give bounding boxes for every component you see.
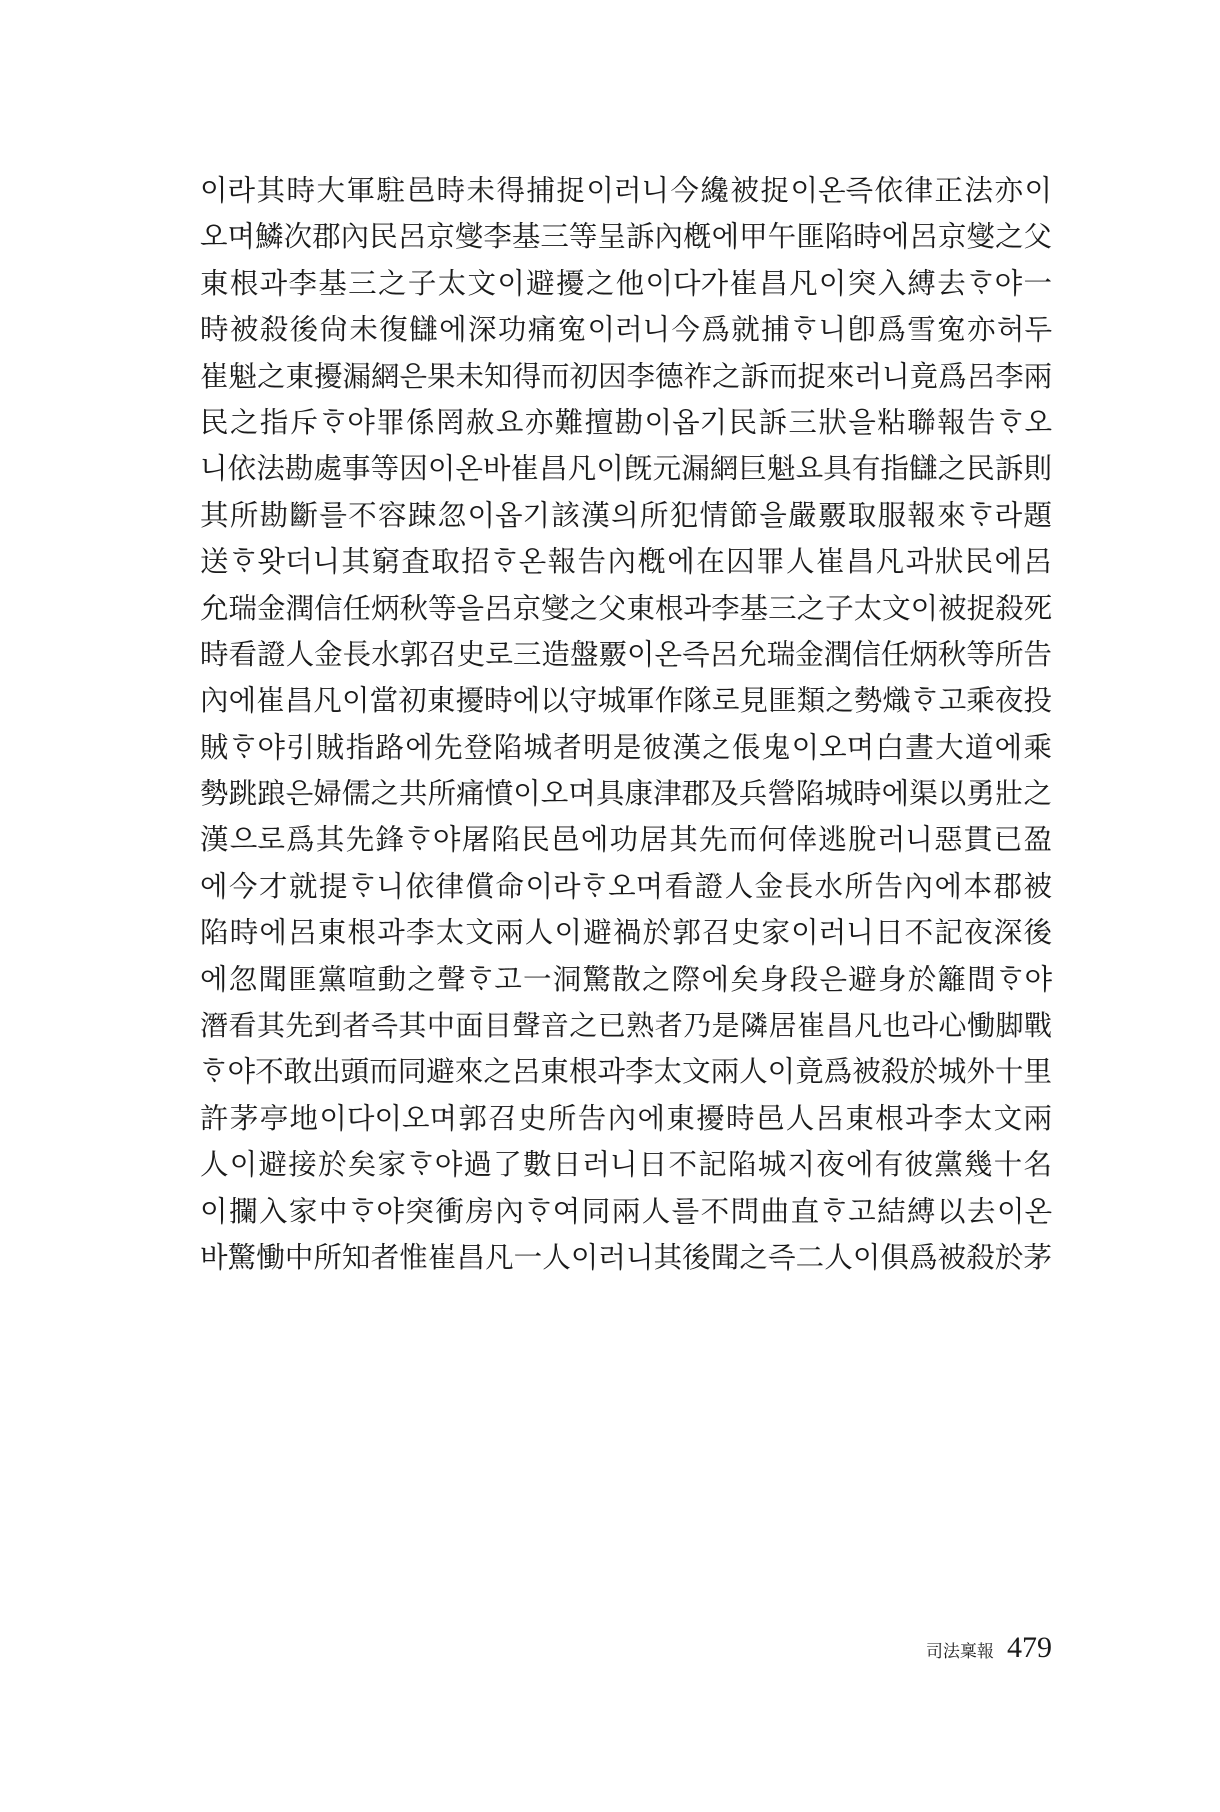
text-line: 에今才就提ᄒᆞ니依律償命이라ᄒᆞ오며看證人金長水所告內에本郡被 (200, 869, 1052, 903)
text-line: 送ᄒᆞ왓더니其窮査取招ᄒᆞ온報告內槪에在囚罪人崔昌凡과狀民에呂 (200, 545, 1052, 579)
text-line: 崔魁之東擾漏網은果未知得而初因李德祚之訴而捉來러니竟爲呂李兩 (200, 359, 1052, 393)
text-line: 時看證人金長水郭召史로三造盤覈이온즉呂允瑞金潤信任炳秋等所告 (200, 637, 1052, 671)
text-line: 오며鱗次郡內民呂京燮李基三等呈訴內槪에甲午匪陷時에呂京燮之父 (200, 220, 1052, 254)
text-line: 潛看其先到者즉其中面目聲音之已熟者乃是隣居崔昌凡也라心慟脚戰 (200, 1009, 1052, 1043)
text-line: 賊ᄒᆞ야引賊指路에先登陷城者明是彼漢之倀鬼이오며白晝大道에乘 (200, 730, 1052, 764)
text-line: 時被殺後尙未復讎에深功痛寃이러니今爲就捕ᄒᆞ니卽爲雪寃亦허두 (200, 313, 1052, 347)
text-line: 允瑞金潤信任炳秋等을呂京燮之父東根과李基三之子太文이被捉殺死 (200, 591, 1052, 625)
text-line: 니依法勘處事等因이온바崔昌凡이旣元漏網巨魁요具有指讎之民訴則 (200, 452, 1052, 486)
page-number: 479 (1007, 1631, 1052, 1664)
text-line: 許茅亭地이다이오며郭召史所告內에東擾時邑人呂東根과李太文兩 (200, 1101, 1052, 1135)
page-footer (926, 1628, 1052, 1672)
running-title: 司法稟報 (925, 1642, 994, 1662)
text-line: 民之指斥ᄒᆞ야罪係罔赦요亦難擅勘이옵기民訴三狀을粘聯報告ᄒᆞ오 (200, 405, 1052, 439)
text-line: 에忽聞匪黨喧動之聲ᄒᆞ고一洞驚散之際에矣身段은避身於籬間ᄒᆞ야 (200, 962, 1052, 996)
body-text (200, 168, 1052, 1281)
text-line: 人이避接於矣家ᄒᆞ야過了數日러니日不記陷城지夜에有彼黨幾十名 (200, 1148, 1052, 1182)
text-line: 이라其時大軍駐邑時未得捕捉이러니今纔被捉이온즉依律正法亦이 (200, 174, 1052, 207)
text-line: 陷時에呂東根과李太文兩人이避禍於郭召史家이러니日不記夜深後 (200, 916, 1052, 950)
text-line: 바驚慟中所知者惟崔昌凡一人이러니其後聞之즉二人이俱爲被殺於茅 (200, 1240, 1052, 1274)
text-line: 漢으로爲其先鋒ᄒᆞ야屠陷民邑에功居其先而何倖逃脫러니惡貫已盈 (200, 823, 1052, 857)
text-line: 東根과李基三之子太文이避擾之他이다가崔昌凡이突入縛去ᄒᆞ야一 (200, 266, 1052, 300)
text-line: 이攔入家中ᄒᆞ야突衝房內ᄒᆞ여同兩人를不問曲直ᄒᆞ고結縛以去이온 (200, 1194, 1052, 1228)
text-line: ᄒᆞ야不敢出頭而同避來之呂東根과李太文兩人이竟爲被殺於城外十里 (200, 1055, 1052, 1089)
text-line: 內에崔昌凡이當初東擾時에以守城軍作隊로見匪類之勢熾ᄒᆞ고乘夜投 (200, 684, 1052, 718)
text-line: 其所勘斷를不容踈忽이옵기該漢의所犯情節을嚴覈取服報來ᄒᆞ라題 (200, 498, 1052, 532)
text-line: 勢跳踉은婦儒之共所痛憤이오며具康津郡及兵營陷城時에渠以勇壯之 (200, 777, 1052, 811)
